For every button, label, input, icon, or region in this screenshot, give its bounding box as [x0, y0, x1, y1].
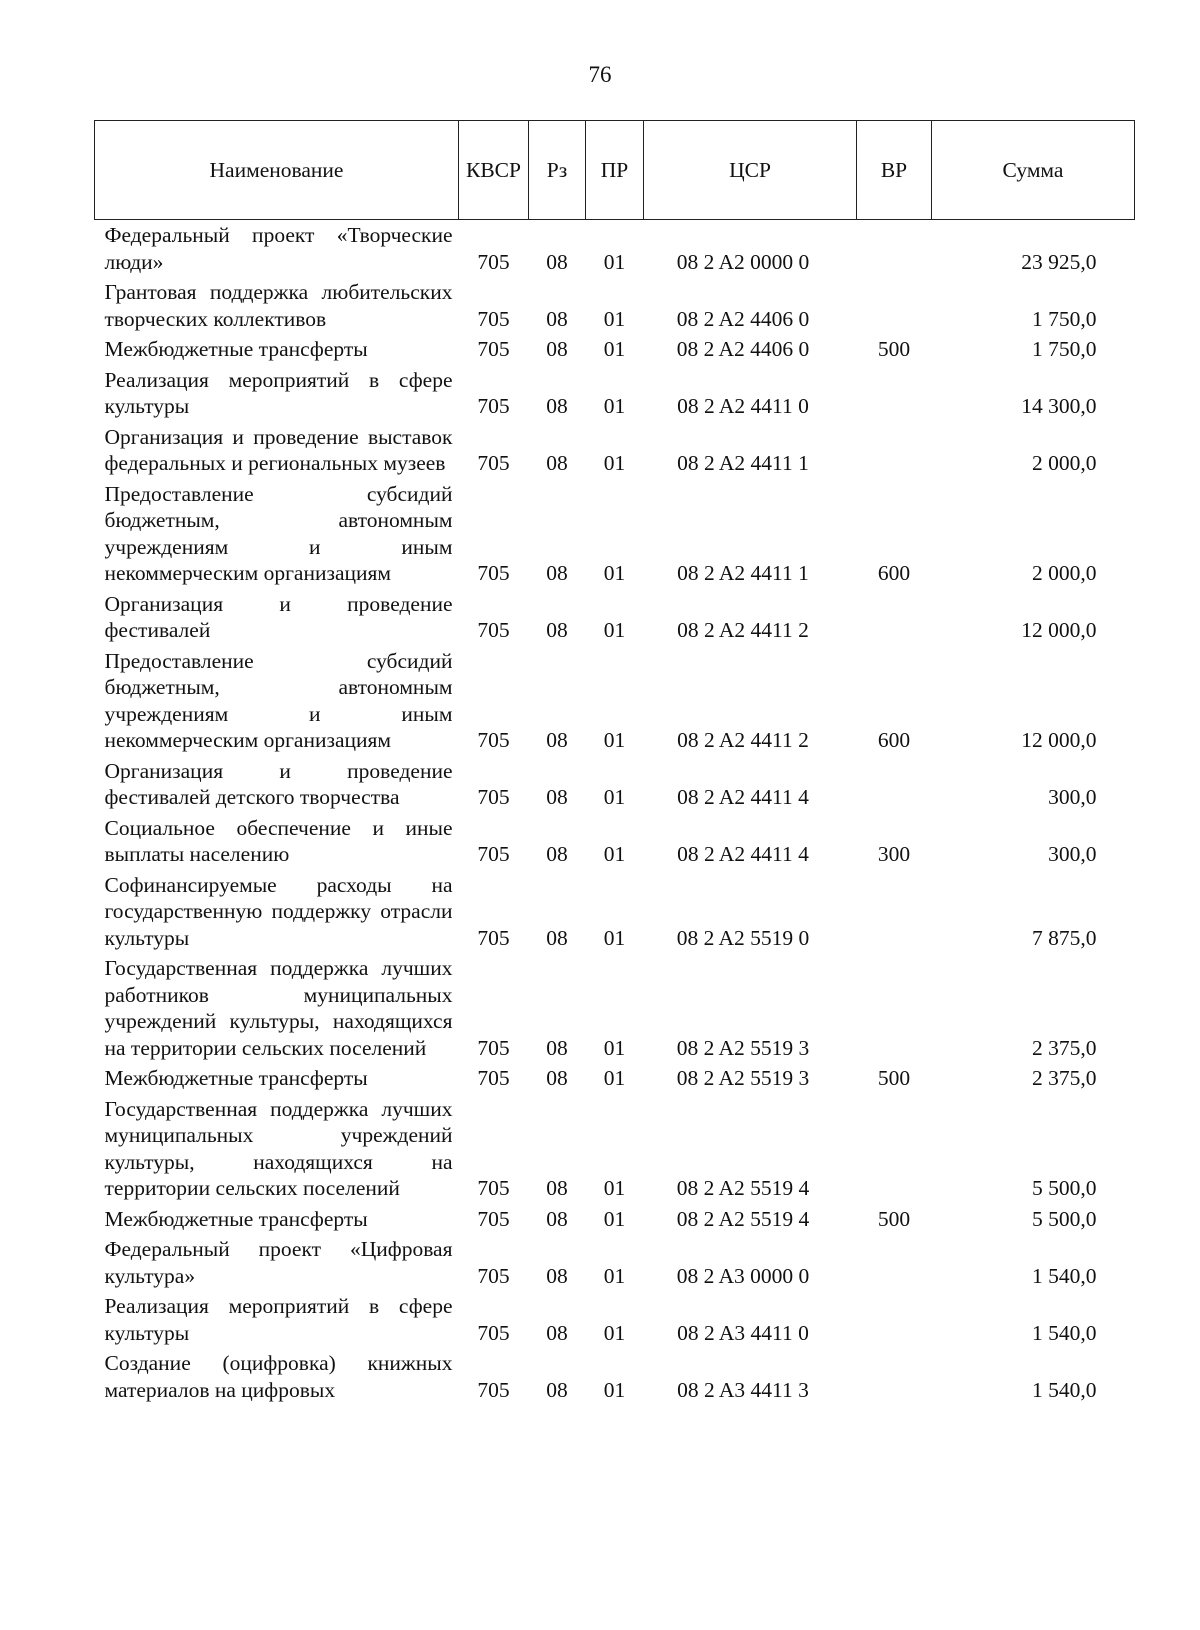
- row-kvsr: 705: [477, 728, 510, 752]
- row-name: Межбюджетные трансферты: [104, 1066, 368, 1090]
- row-vr: 300: [877, 842, 911, 866]
- row-pr: 01: [603, 1206, 626, 1231]
- row-sum: 1 540,0: [1032, 1320, 1097, 1345]
- row-vr: [857, 277, 932, 334]
- table-row: [95, 1204, 1135, 1235]
- row-csr: 08 2 A2 5519 3: [676, 1066, 810, 1090]
- row-pr: 01: [603, 561, 626, 585]
- row-csr: 08 2 A2 4411 1: [677, 561, 809, 585]
- budget-table: [94, 120, 1135, 1405]
- row-rz: 08: [546, 1066, 568, 1090]
- row-name: Государственная поддержка лучших работников муниципальных учреждений культуры, находящихся на территории сельских поселений: [104, 956, 453, 1060]
- row-kvsr: 705: [477, 561, 510, 585]
- row-pr: 01: [603, 249, 626, 274]
- row-rz: 08: [546, 925, 568, 950]
- row-rz: 08: [546, 1035, 568, 1060]
- row-rz: 08: [546, 394, 568, 418]
- row-csr: 08 2 A3 4411 3: [677, 1377, 809, 1402]
- row-name: Межбюджетные трансферты: [104, 337, 368, 361]
- row-csr: 08 2 A2 4411 1: [677, 451, 809, 475]
- row-kvsr: 705: [477, 1263, 510, 1288]
- row-rz: 08: [546, 618, 568, 642]
- row-csr: 08 2 A2 4411 2: [677, 728, 809, 752]
- row-vr: [857, 870, 932, 954]
- row-name: Реализация мероприятий в сфере культуры: [104, 367, 453, 418]
- row-sum: 23 925,0: [1021, 249, 1097, 274]
- row-name: Реализация мероприятий в сфере культуры: [104, 1294, 453, 1345]
- row-sum: 2 375,0: [1032, 1066, 1097, 1090]
- row-kvsr: 705: [477, 249, 510, 274]
- table-row: [95, 756, 1135, 813]
- table-row: [95, 220, 1135, 278]
- row-pr: 01: [603, 394, 626, 418]
- table-row: [95, 365, 1135, 422]
- table-row: [95, 422, 1135, 479]
- table-row: [95, 277, 1135, 334]
- row-sum: 12 000,0: [1021, 618, 1097, 642]
- row-rz: 08: [546, 561, 568, 585]
- table-row: [95, 334, 1135, 365]
- table-row: [95, 1234, 1135, 1291]
- row-vr: 600: [877, 728, 911, 752]
- table-row: [95, 813, 1135, 870]
- row-vr: 600: [877, 561, 911, 585]
- row-sum: 14 300,0: [1021, 394, 1097, 418]
- row-kvsr: 705: [477, 1320, 510, 1345]
- row-name: Социальное обеспечение и иные выплаты населению: [104, 815, 453, 866]
- table-row: [95, 870, 1135, 954]
- row-kvsr: 705: [477, 1176, 510, 1200]
- row-csr: 08 2 A2 4406 0: [676, 337, 810, 361]
- table-row: [95, 953, 1135, 1063]
- row-sum: 300,0: [1048, 842, 1097, 866]
- header-vr: ВР: [857, 121, 932, 220]
- row-name: Грантовая поддержка любительских творческих коллективов: [104, 280, 453, 331]
- row-pr: 01: [603, 451, 626, 475]
- row-pr: 01: [603, 785, 626, 809]
- row-sum: 2 375,0: [1032, 1035, 1097, 1060]
- table-row: [95, 479, 1135, 589]
- header-csr: ЦСР: [644, 121, 857, 220]
- row-name: Создание (оцифровка) книжных материалов на цифровых: [104, 1351, 453, 1402]
- row-rz: 08: [546, 1320, 568, 1345]
- row-csr: 08 2 A2 4411 2: [677, 618, 809, 642]
- row-kvsr: 705: [477, 785, 510, 809]
- header-sum: Сумма: [932, 121, 1135, 220]
- row-sum: 1 750,0: [1032, 306, 1097, 331]
- header-name: Наименование: [95, 121, 459, 220]
- row-csr: 08 2 A3 0000 0: [676, 1263, 810, 1288]
- row-vr: [857, 589, 932, 646]
- row-vr: [857, 1234, 932, 1291]
- row-rz: 08: [546, 728, 568, 752]
- row-vr: [857, 756, 932, 813]
- row-kvsr: 705: [477, 306, 510, 331]
- row-rz: 08: [546, 1206, 568, 1231]
- row-name: Федеральный проект «Цифровая культура»: [104, 1237, 453, 1288]
- row-sum: 2 000,0: [1032, 451, 1097, 475]
- row-rz: 08: [546, 451, 568, 475]
- row-name: Государственная поддержка лучших муниципальных учреждений культуры, находящихся на территории сельских поселений: [104, 1096, 453, 1200]
- row-vr: [857, 1348, 932, 1405]
- row-pr: 01: [603, 1035, 626, 1060]
- row-kvsr: 705: [477, 1066, 510, 1090]
- table-row: [95, 1291, 1135, 1348]
- row-pr: 01: [603, 728, 626, 752]
- header-rz: Рз: [529, 121, 586, 220]
- row-vr: [857, 1094, 932, 1204]
- row-sum: 1 540,0: [1032, 1377, 1097, 1402]
- row-kvsr: 705: [477, 394, 510, 418]
- table-row: [95, 589, 1135, 646]
- row-pr: 01: [603, 1320, 626, 1345]
- row-pr: 01: [603, 1066, 626, 1090]
- row-csr: 08 2 A2 4411 4: [677, 842, 809, 866]
- row-rz: 08: [546, 337, 568, 361]
- table-header: [95, 121, 1135, 220]
- row-name: Предоставление субсидий бюджетным, автономным учреждениям и иным некоммерческим организациям: [104, 648, 453, 752]
- row-sum: 300,0: [1048, 785, 1097, 809]
- row-pr: 01: [603, 337, 626, 361]
- row-csr: 08 2 A2 4406 0: [676, 306, 810, 331]
- row-rz: 08: [546, 785, 568, 809]
- row-pr: 01: [603, 1263, 626, 1288]
- row-rz: 08: [546, 842, 568, 866]
- row-vr: 500: [877, 1206, 911, 1231]
- row-pr: 01: [603, 618, 626, 642]
- table-row: [95, 1348, 1135, 1405]
- row-sum: 5 500,0: [1032, 1176, 1097, 1200]
- row-name: Предоставление субсидий бюджетным, автономным учреждениям и иным некоммерческим организациям: [104, 481, 453, 585]
- row-rz: 08: [546, 249, 568, 274]
- table-row: [95, 1063, 1135, 1094]
- row-rz: 08: [546, 306, 568, 331]
- header-pr: ПР: [586, 121, 644, 220]
- row-csr: 08 2 A2 5519 4: [676, 1176, 810, 1200]
- row-vr: 500: [877, 1066, 911, 1090]
- row-name: Организация и проведение фестивалей: [104, 591, 453, 642]
- row-sum: 1 540,0: [1032, 1263, 1097, 1288]
- row-vr: [857, 422, 932, 479]
- table-row: [95, 646, 1135, 756]
- row-csr: 08 2 A2 0000 0: [676, 249, 810, 274]
- row-vr: [857, 365, 932, 422]
- row-name: Межбюджетные трансферты: [104, 1206, 368, 1231]
- row-sum: 2 000,0: [1032, 561, 1097, 585]
- row-name: Организация и проведение фестивалей детского творчества: [104, 758, 453, 809]
- row-csr: 08 2 A2 5519 3: [676, 1035, 810, 1060]
- row-vr: 500: [877, 337, 911, 361]
- row-kvsr: 705: [477, 842, 510, 866]
- row-csr: 08 2 A2 5519 0: [676, 925, 810, 950]
- page-number: 76: [588, 62, 612, 87]
- row-sum: 7 875,0: [1032, 925, 1097, 950]
- row-rz: 08: [546, 1377, 568, 1402]
- row-sum: 5 500,0: [1032, 1206, 1097, 1231]
- row-csr: 08 2 A2 4411 0: [677, 394, 809, 418]
- row-pr: 01: [603, 1377, 626, 1402]
- row-name: Федеральный проект «Творческие люди»: [104, 223, 453, 274]
- row-pr: 01: [603, 306, 626, 331]
- row-kvsr: 705: [477, 1377, 510, 1402]
- row-kvsr: 705: [477, 1035, 510, 1060]
- table-row: [95, 1094, 1135, 1204]
- row-vr: [857, 220, 932, 278]
- row-pr: 01: [603, 842, 626, 866]
- row-vr: [857, 1291, 932, 1348]
- row-csr: 08 2 A2 4411 4: [677, 785, 809, 809]
- row-vr: [857, 953, 932, 1063]
- row-name: Софинансируемые расходы на государственную поддержку отрасли культуры: [104, 872, 453, 950]
- header-kvsr: КВСР: [459, 121, 529, 220]
- row-pr: 01: [603, 925, 626, 950]
- row-name: Организация и проведение выставок федеральных и региональных музеев: [104, 424, 453, 475]
- table-body: [95, 220, 1135, 1406]
- row-rz: 08: [546, 1263, 568, 1288]
- row-pr: 01: [603, 1176, 626, 1200]
- row-rz: 08: [546, 1176, 568, 1200]
- row-kvsr: 705: [477, 451, 510, 475]
- row-kvsr: 705: [477, 925, 510, 950]
- row-kvsr: 705: [477, 1206, 510, 1231]
- row-kvsr: 705: [477, 618, 510, 642]
- row-sum: 12 000,0: [1021, 728, 1097, 752]
- row-csr: 08 2 A3 4411 0: [677, 1320, 809, 1345]
- row-kvsr: 705: [477, 337, 510, 361]
- row-sum: 1 750,0: [1032, 337, 1097, 361]
- row-csr: 08 2 A2 5519 4: [676, 1206, 810, 1231]
